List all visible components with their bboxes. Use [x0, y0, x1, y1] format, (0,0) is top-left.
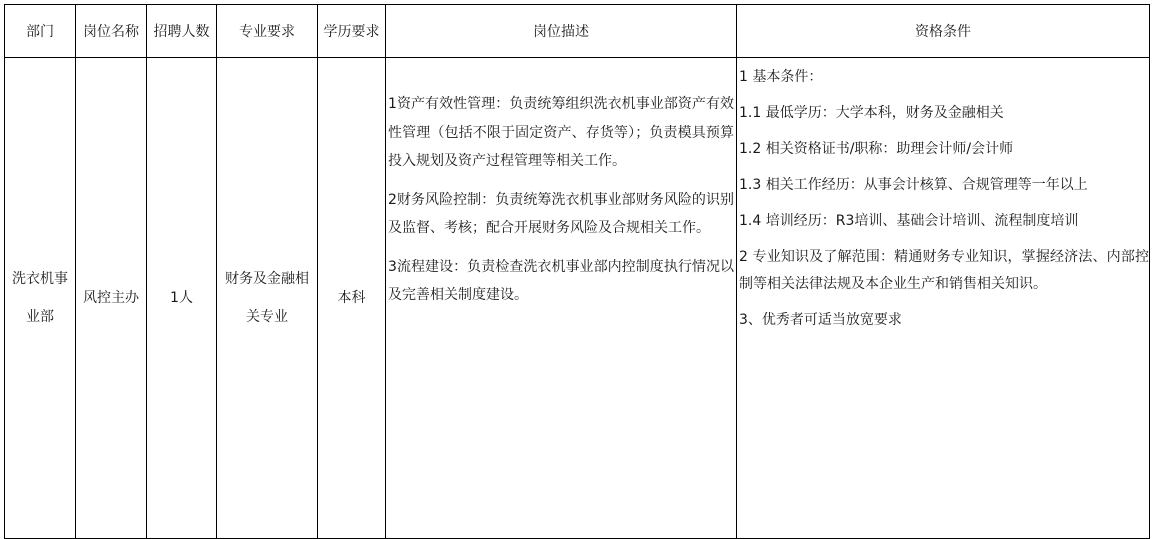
qualification-item: 1.2 相关资格证书/职称：助理会计师/会计师 [739, 141, 1014, 157]
cell-position: 风控主办 [76, 58, 147, 539]
qualification-item: 1.3 相关工作经历：从事会计核算、合规管理等一年以上 [739, 177, 1088, 193]
qualification-item: 3、优秀者可适当放宽要求 [739, 312, 902, 328]
header-education: 学历要求 [318, 5, 386, 58]
job-table [4, 4, 1150, 539]
qualification-item: 1.4 培训经历：R3培训、基础会计培训、流程制度培训 [739, 213, 1079, 229]
header-count: 招聘人数 [147, 5, 217, 58]
cell-major: 财务及金融相关专业 [217, 58, 318, 539]
header-qualification: 资格条件 [737, 5, 1150, 58]
description-item: 2财务风险控制：负责统筹洗衣机事业部财务风险的识别及监督、考核；配合开展财务风险及合规相关工作。 [388, 191, 734, 236]
qualification-item: 1.1 最低学历：大学本科，财务及金融相关 [739, 105, 1004, 121]
qualification-item: 2 专业知识及了解范围：精通财务专业知识，掌握经济法、内部控制等相关法律法规及本企业生产和销售相关知识。 [739, 249, 1149, 292]
description-item: 1资产有效性管理：负责统筹组织洗衣机事业部资产有效性管理（包括不限于固定资产、存货等）；负责模具预算投入规划及资产过程管理等相关工作。 [388, 96, 734, 169]
cell-description [386, 58, 737, 539]
cell-count: 1人 [147, 58, 217, 539]
header-row [5, 5, 1150, 58]
header-description: 岗位描述 [386, 5, 737, 58]
table-row [5, 58, 1150, 539]
cell-dept: 洗衣机事业部 [5, 58, 76, 539]
qualification-item: 1 基本条件： [739, 69, 823, 85]
description-item: 3流程建设：负责检查洗衣机事业部内控制度执行情况以及完善相关制度建设。 [388, 258, 734, 303]
cell-qualification [737, 58, 1150, 539]
header-dept: 部门 [5, 5, 76, 58]
cell-education: 本科 [318, 58, 386, 539]
header-position: 岗位名称 [76, 5, 147, 58]
header-major: 专业要求 [217, 5, 318, 58]
